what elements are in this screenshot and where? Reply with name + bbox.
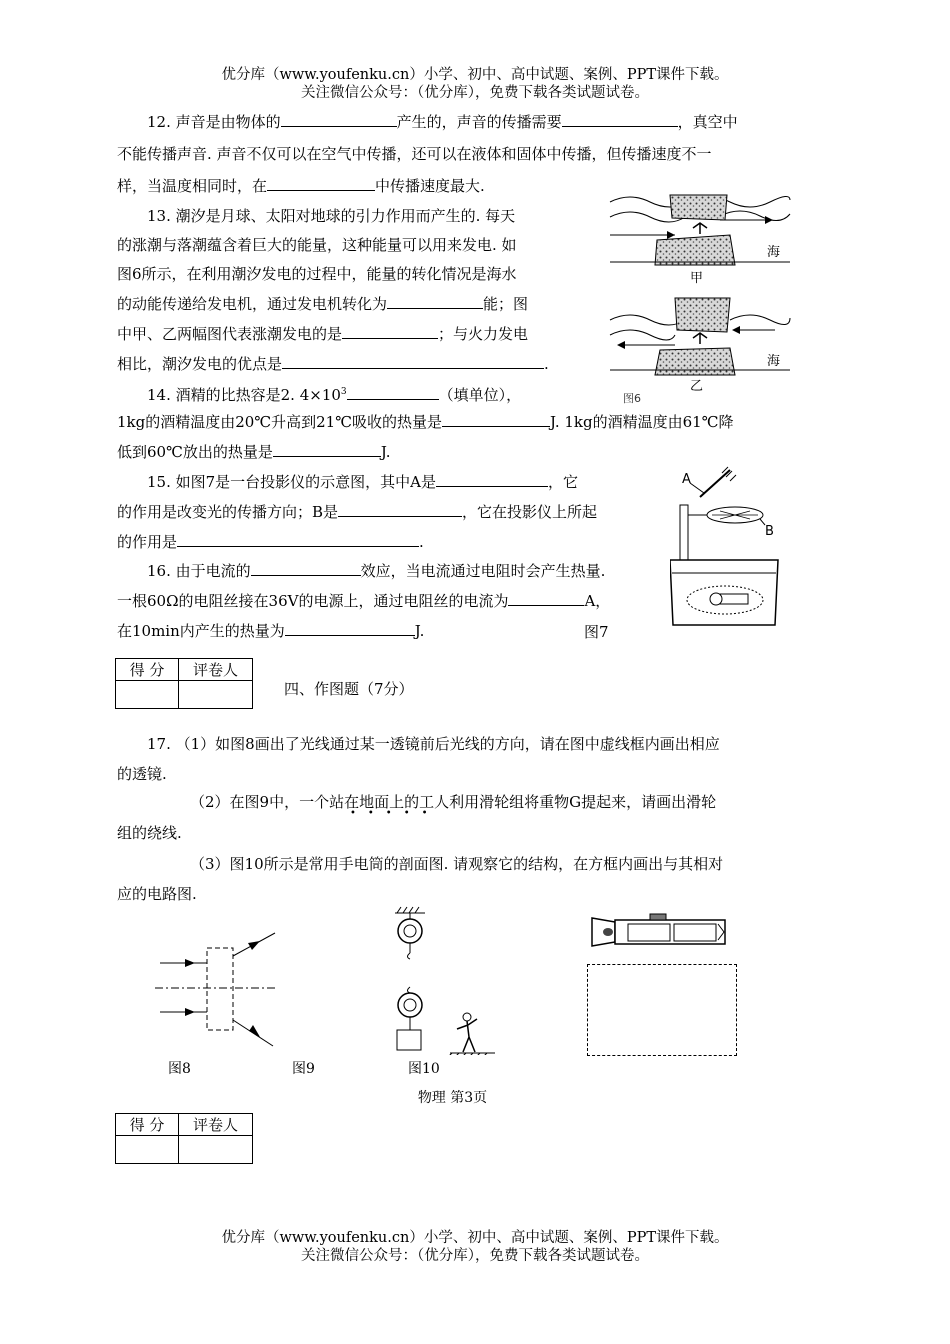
- q17-p2-line-1: （2）在图9中，一个站在地面上的工人利用滑轮组将重物G提起来，请画出滑轮: [190, 793, 717, 811]
- figure-6-tidal-diagram: [605, 190, 795, 405]
- q16-line-1: 16. 由于电流的 效应，当电流通过电阻时会产生热量.: [147, 562, 606, 580]
- q16-line-3: 在10min内产生的热量为 J.: [117, 622, 425, 640]
- q13-line-1: 13. 潮汐是月球、太阳对地球的引力作用而产生的. 每天: [147, 207, 516, 225]
- score-table-1: [115, 658, 253, 709]
- q16-line-2: 一根60Ω的电阻丝接在36V的电源上，通过电阻丝的电流为 A，: [117, 592, 611, 610]
- q13-line-6: 相比，潮汐发电的优点是 .: [117, 355, 549, 373]
- q13-line-4: 的动能传递给发电机，通过发电机转化为 能；图: [117, 295, 529, 313]
- q14-line-3: 低到60℃放出的热量是 J.: [117, 443, 391, 461]
- q12-line-3: 样，当温度相同时，在 中传播速度最大.: [117, 177, 485, 195]
- page-number: 物理 第3页: [417, 1090, 488, 1106]
- fig9-caption: 图9: [292, 1061, 315, 1077]
- grader-cell[interactable]: [179, 1136, 253, 1164]
- q13-line-3: 图6所示，在利用潮汐发电的过程中，能量的转化情况是海水: [117, 265, 517, 283]
- q17-p3-line-2: 应的电路图.: [117, 885, 197, 903]
- q17-p3-line-1: （3）图10所示是常用手电筒的剖面图. 请观察它的结构，在方框内画出与其相对: [190, 855, 724, 873]
- fig6-label-jia: 甲: [690, 271, 704, 286]
- q14-line-1: 14. 酒精的比热容是2. $4\times 10^3$ （填单位），: [147, 386, 522, 404]
- score-label: 得 分: [116, 659, 179, 681]
- grader-label: 评卷人: [179, 659, 253, 681]
- header-line-2: 关注微信公众号：（优分库），免费下载各类试题试卷。: [301, 85, 649, 101]
- lens-dashed-box[interactable]: [207, 948, 233, 1030]
- q15-line-2: 的作用是改变光的传播方向；B是 ，它在投影仪上所起: [117, 503, 598, 521]
- q17-p2-line-2: 组的绕线.: [117, 824, 182, 842]
- emphasis-dots: •••••: [350, 808, 440, 819]
- q12-line-2: 不能传播声音. 声音不仅可以在空气中传播，还可以在液体和固体中传播，但传播速度不一: [117, 145, 712, 163]
- footer-line-2: 关注微信公众号：（优分库），免费下载各类试题试卷。: [301, 1248, 649, 1264]
- q13-line-5: 中甲、乙两幅图代表涨潮发电的是 ；与火力发电: [117, 325, 529, 343]
- q17-p1-line-2: 的透镜.: [117, 765, 167, 783]
- figure-7-projector: [670, 465, 795, 635]
- fig10-caption: 图10: [408, 1061, 440, 1077]
- fig6-sea-label-2: 海: [767, 354, 781, 369]
- q17-p1-line-1: 17. （1）如图8画出了光线通过某一透镜前后光线的方向，请在图中虚线框内画出相应: [147, 735, 720, 753]
- q12-line-1: 12. 声音是由物体的 产生的，声音的传播需要 ，真空中: [147, 113, 738, 131]
- q15-line-3: 的作用是 .: [117, 533, 424, 551]
- fig7-label-a: A: [682, 472, 691, 487]
- fig7-caption: 图7: [584, 623, 609, 641]
- header-line-1: 优分库（www.youfenku.cn）小学、初中、高中试题、案例、PPT课件下载。: [221, 67, 729, 83]
- fig8-caption: 图8: [168, 1061, 191, 1077]
- figure-10-flashlight: [590, 910, 730, 952]
- section-4-title: 四、作图题（7分）: [284, 680, 414, 698]
- grader-cell[interactable]: [179, 681, 253, 709]
- score-cell[interactable]: [116, 681, 179, 709]
- figure-9-pulley-system: [385, 905, 510, 1055]
- grader-label: 评卷人: [179, 1114, 253, 1136]
- fig6-label-yi: 乙: [690, 379, 704, 394]
- fig6-caption: 图6: [623, 392, 641, 405]
- footer-line-1: 优分库（www.youfenku.cn）小学、初中、高中试题、案例、PPT课件下载。: [221, 1230, 729, 1246]
- score-table-2: [115, 1113, 253, 1164]
- score-cell[interactable]: [116, 1136, 179, 1164]
- q14-line-2: 1kg的酒精温度由20℃升高到21℃吸收的热量是 J. 1kg的酒精温度由61℃降: [117, 413, 734, 431]
- score-label: 得 分: [116, 1114, 179, 1136]
- fig7-label-b: B: [765, 524, 774, 539]
- circuit-answer-box[interactable]: [587, 964, 737, 1056]
- q15-line-1: 15. 如图7是一台投影仪的示意图，其中A是 ，它: [147, 473, 579, 491]
- fig6-sea-label-1: 海: [767, 245, 781, 260]
- figure-8-lens-diagram: [155, 928, 280, 1053]
- q13-line-2: 的涨潮与落潮蕴含着巨大的能量，这种能量可以用来发电. 如: [117, 236, 517, 254]
